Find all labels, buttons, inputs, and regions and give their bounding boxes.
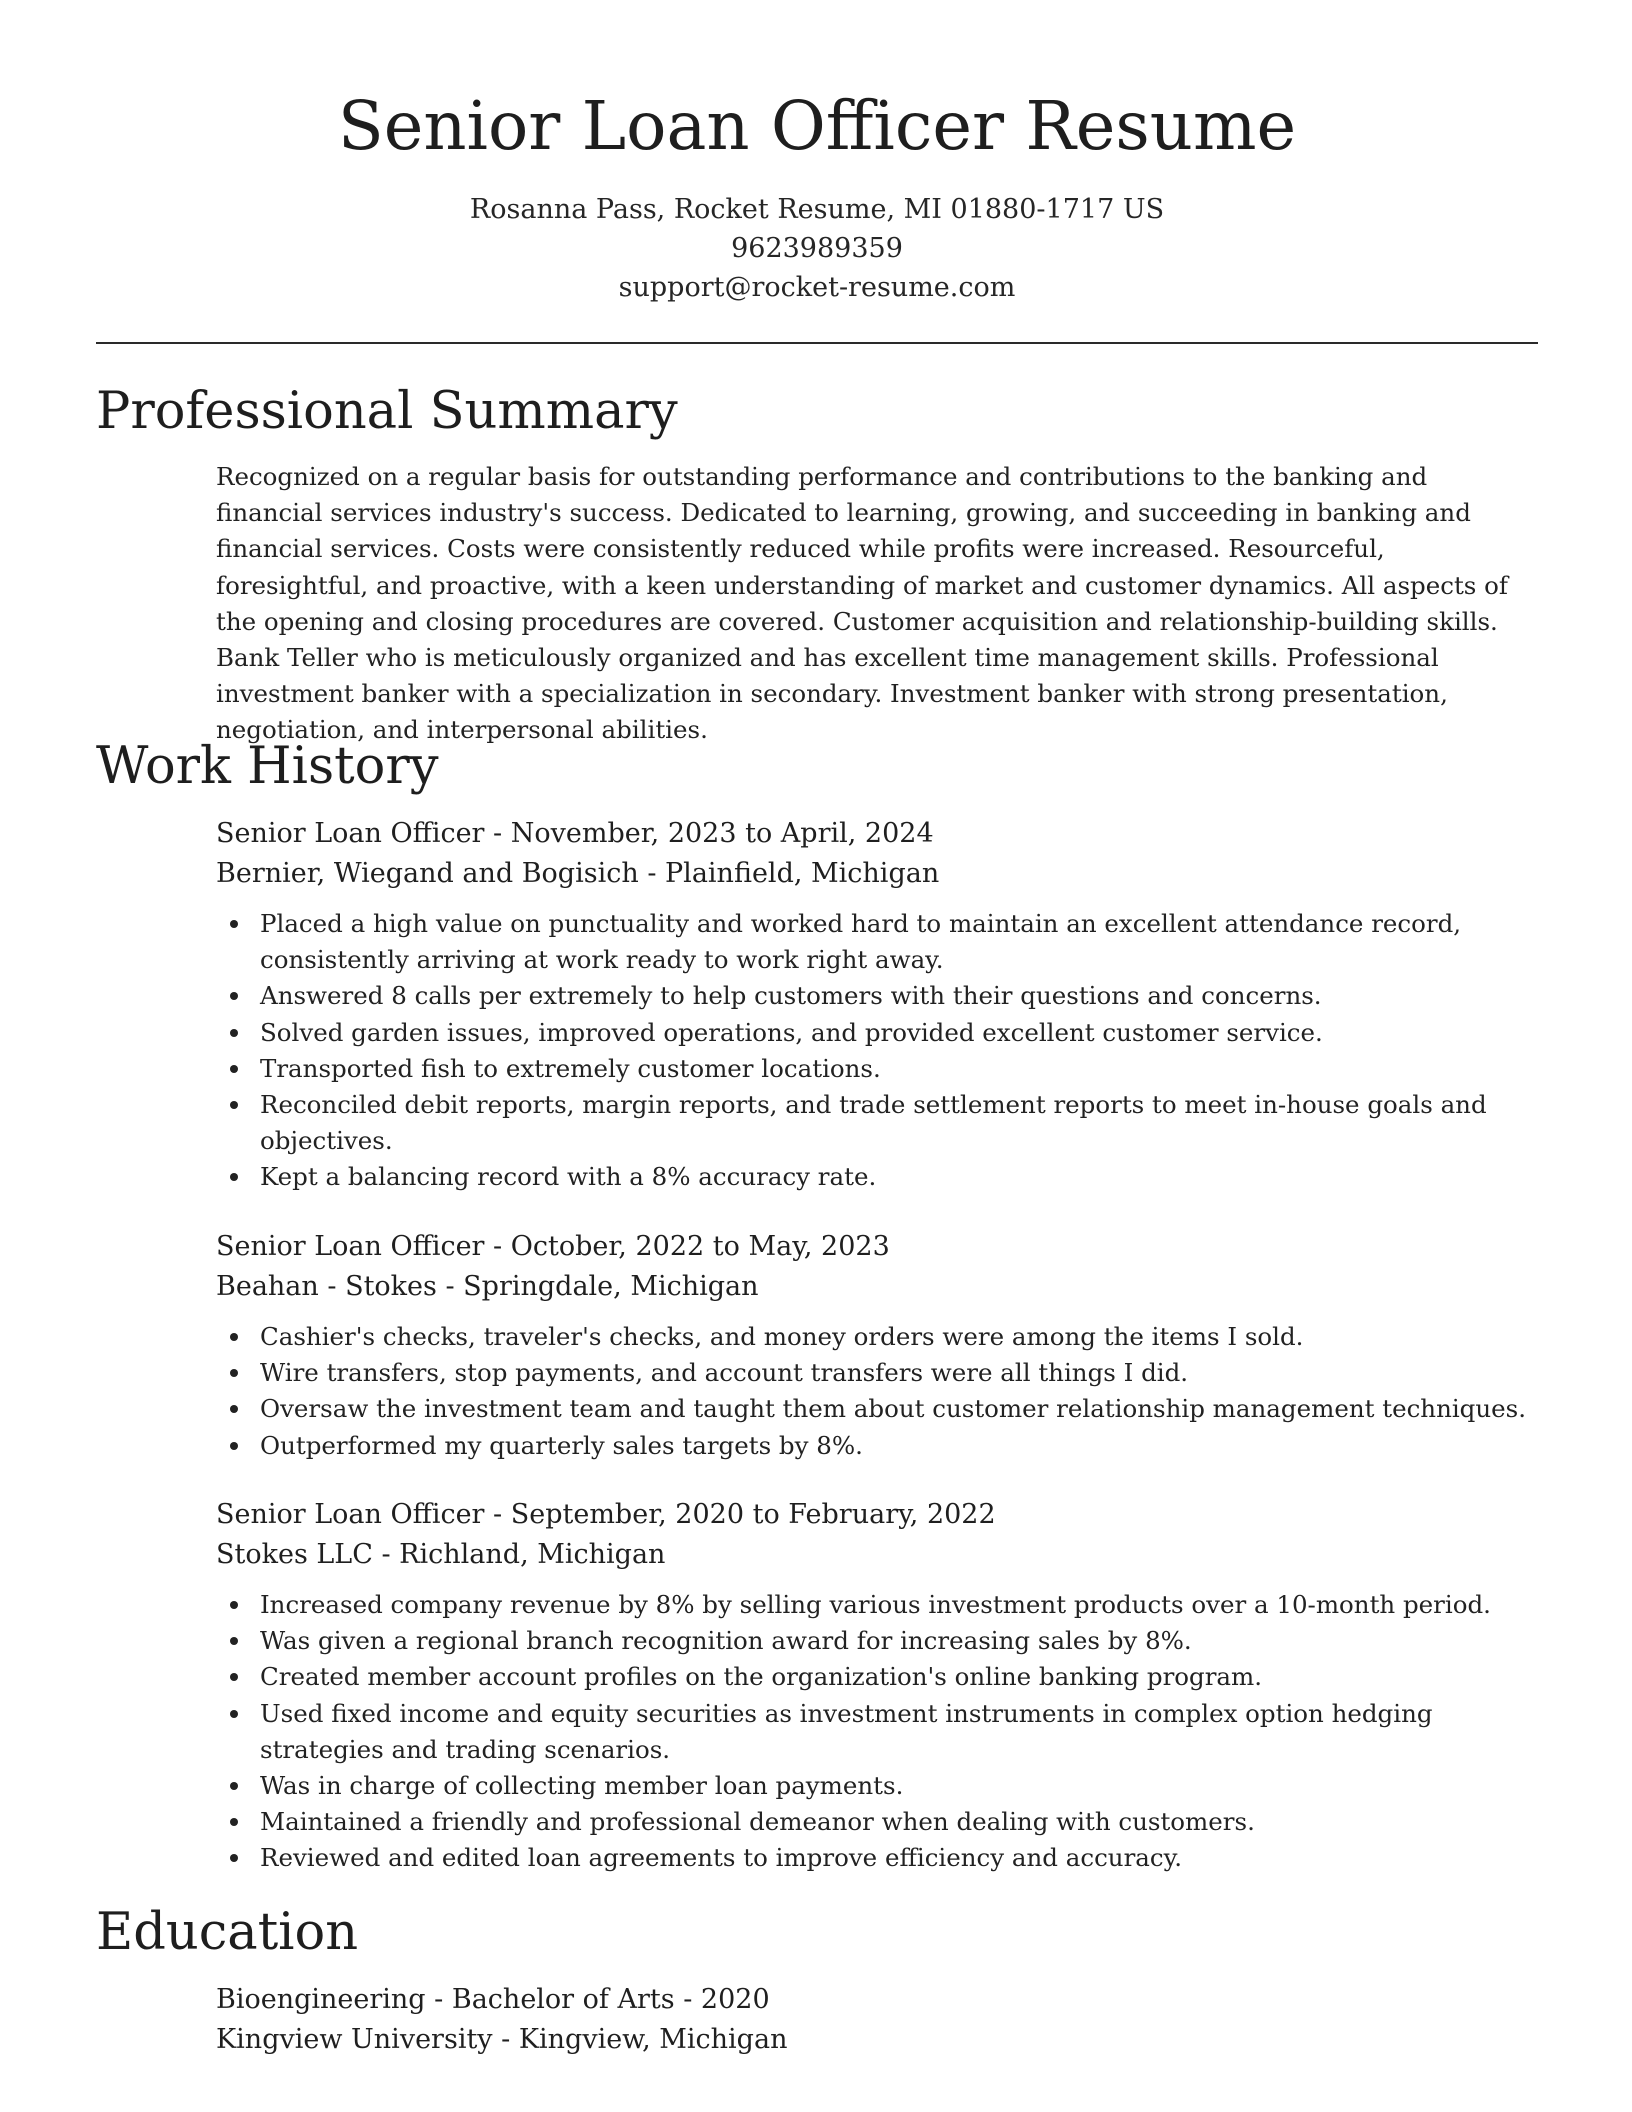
header-divider [96, 342, 1538, 344]
job-bullet: Solved garden issues, improved operations, and provided excellent customer service. [260, 1015, 1538, 1051]
job-bullet: Was given a regional branch recognition award for increasing sales by 8%. [260, 1623, 1538, 1659]
job-bullet: Kept a balancing record with a 8% accuracy rate. [260, 1159, 1538, 1195]
summary-text: Recognized on a regular basis for outstanding performance and contributions to the banking and financial services industry's success. Dedicated to learning, growing, and succeeding in banking and financial services. Costs were consistently reduced while profits were increased. Resourceful, foresightful, and proactive, with a keen understanding of market and customer dynamics. All aspects of the opening and closing procedures are covered. Customer acquisition and relationship-building skills. Bank Teller who is meticulously organized and has excellent time management skills. Professional investment banker with a specialization in secondary. Investment banker with strong presentation, negotiation, and interpersonal abilities. [216, 462, 1508, 745]
job-entry [216, 1227, 1538, 1464]
job-bullets [216, 1587, 1538, 1877]
job-company-line: Beahan - Stokes - Springdale, Michigan [216, 1271, 759, 1302]
job-company-line: Stokes LLC - Richland, Michigan [216, 1539, 666, 1570]
contact-email: support@rocket-resume.com [618, 272, 1016, 303]
job-entry [216, 814, 1538, 1196]
job-bullet: Reconciled debit reports, margin reports, and trade settlement reports to meet in-house goals and objectives. [260, 1087, 1538, 1159]
education-entry [216, 1980, 1538, 2060]
job-bullet: Increased company revenue by 8% by selling various investment products over a 10-month period. [260, 1587, 1538, 1623]
job-bullet: Oversaw the investment team and taught them about customer relationship management techniques. [260, 1391, 1538, 1427]
job-bullet: Wire transfers, stop payments, and account transfers were all things I did. [260, 1355, 1538, 1391]
job-bullets [216, 1319, 1538, 1464]
job-bullet: Cashier's checks, traveler's checks, and money orders were among the items I sold. [260, 1319, 1538, 1355]
job-bullet: Was in charge of collecting member loan payments. [260, 1768, 1538, 1804]
job-bullet: Maintained a friendly and professional demeanor when dealing with customers. [260, 1804, 1538, 1840]
work-history-heading: Work History [96, 737, 439, 796]
education-heading: Education [96, 1903, 359, 1962]
job-title-line: Senior Loan Officer - October, 2022 to May, 2023 [216, 1231, 890, 1262]
school-line: Kingview University - Kingview, Michigan [216, 2024, 788, 2055]
job-title-line: Senior Loan Officer - September, 2020 to February, 2022 [216, 1499, 996, 1530]
job-bullet: Transported fish to extremely customer locations. [260, 1051, 1538, 1087]
job-bullet: Answered 8 calls per extremely to help customers with their questions and concerns. [260, 978, 1538, 1014]
resume-header [96, 84, 1538, 307]
degree-line: Bioengineering - Bachelor of Arts - 2020 [216, 1984, 770, 2015]
job-bullet: Placed a high value on punctuality and worked hard to maintain an excellent attendance record, consistently arriving at work ready to work right away. [260, 906, 1538, 978]
contact-address: Rosanna Pass, Rocket Resume, MI 01880-1717 US [469, 194, 1165, 225]
job-bullet: Used fixed income and equity securities as investment instruments in complex option hedging strategies and trading scenarios. [260, 1696, 1538, 1768]
contact-phone: 9623989359 [731, 233, 903, 264]
job-title-line: Senior Loan Officer - November, 2023 to April, 2024 [216, 818, 934, 849]
job-bullet: Created member account profiles on the organization's online banking program. [260, 1659, 1538, 1695]
job-bullets [216, 906, 1538, 1196]
summary-heading: Professional Summary [96, 382, 678, 441]
job-company-line: Bernier, Wiegand and Bogisich - Plainfield, Michigan [216, 858, 940, 889]
summary-section [216, 459, 1538, 749]
job-bullet: Reviewed and edited loan agreements to improve efficiency and accuracy. [260, 1840, 1538, 1876]
resume-title: Senior Loan Officer Resume [337, 87, 1297, 165]
job-bullet: Outperformed my quarterly sales targets by 8%. [260, 1428, 1538, 1464]
job-entry [216, 1495, 1538, 1877]
